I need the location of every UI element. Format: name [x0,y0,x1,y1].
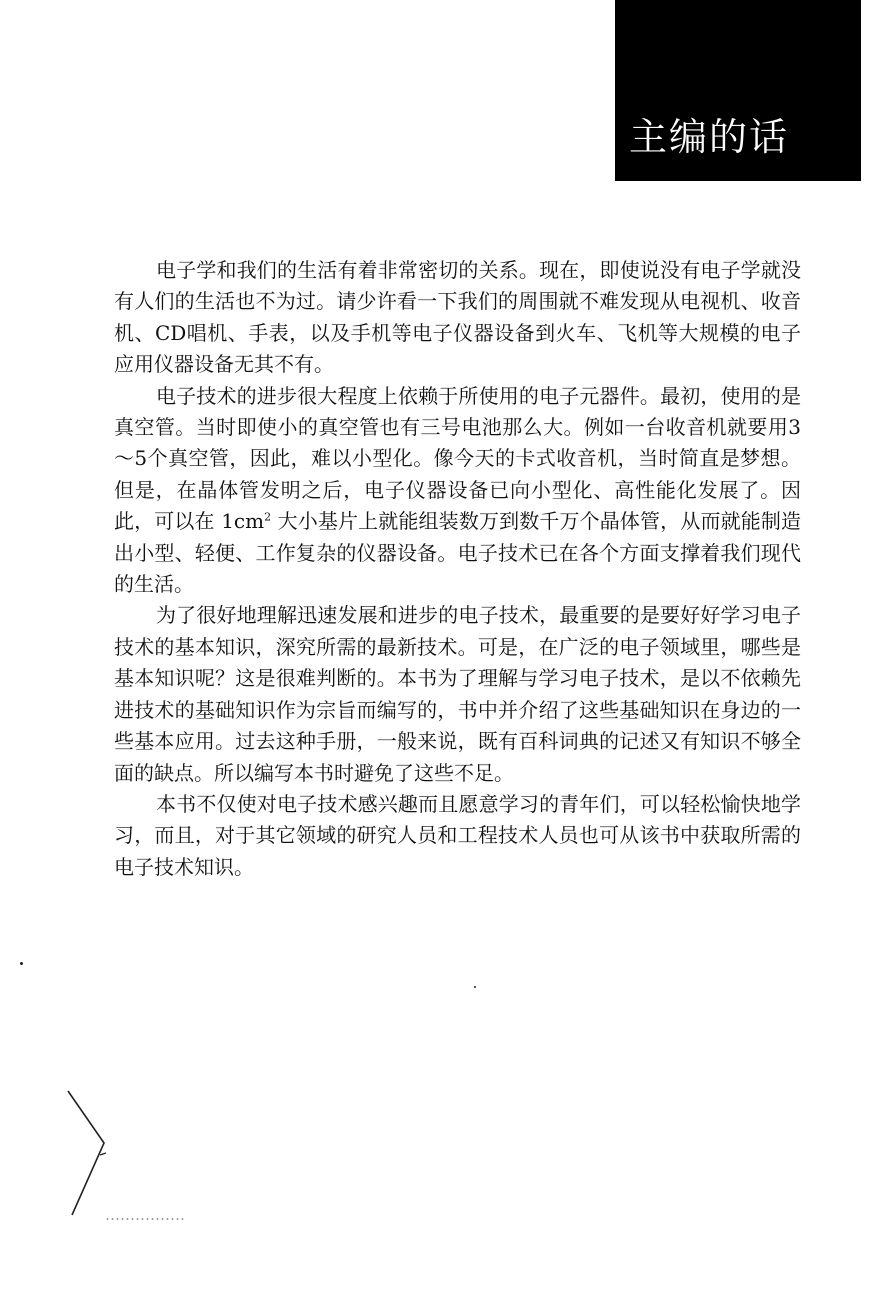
page-title: 主编的话 [629,115,790,159]
scan-speck [20,962,23,965]
paragraph-2-rest: 大小基片上就能组装数万到数千万个晶体管，从而就能制造出小型、轻便、工作复杂的仪器设备。电子技术已在各个方面支撑着我们现代的生活。 [114,509,802,597]
paragraph-2 [114,381,801,601]
paragraph-4: 本书不仅使对电子技术感兴趣而且愿意学习的青年们，可以轻松愉快地学习，而且，对于其它领域的研究人员和工程技术人员也可从该书中获取所需的电子技术知识。 [114,791,801,879]
title-banner [615,0,861,181]
area-unit: 1cm [221,509,265,534]
paragraph-3: 为了很好地理解迅速发展和进步的电子技术，最重要的是要好好学习电子技术的基本知识，深究所需的最新技术。可是，在广泛的电子领域里，哪些是基本知识呢？这是很难判断的。本书为了理解与学习电子技术，是以不依赖先进技术的基础知识作为宗旨而编写的，书中并介绍了这些基础知识在身边的一些基本应用。过去这种手册，一般来说，既有百科词典的记述又有知识不够全面的缺点。所以编写本书时避免了这些不足。 [114,603,801,785]
scan-bracket-mark [60,1085,120,1225]
scan-dotted-line [105,1218,185,1220]
area-unit-superscript: 2 [264,510,272,524]
body-text [114,255,801,883]
paragraph-2-text: 电子技术的进步很大程度上依赖于所使用的电子元器件。最初，使用的是真空管。当时即使小的真空管也有三号电池那么大。例如一台收音机就要用3～5个真空管，因此，难以小型化。像今天的卡式收音机，当时简直是梦想。但是，在晶体管发明之后，电子仪器设备已向小型化、高性能化发展了。因此，可以在 [114,383,801,534]
paragraph-1: 电子学和我们的生活有着非常密切的关系。现在，即使说没有电子学就没有人们的生活也不为过。请少许看一下我们的周围就不难发现从电视机、收音机、CD唱机、手表，以及手机等电子仪器设备到火车、飞机等大规模的电子应用仪器设备无其不有。 [114,258,801,377]
scan-speck [474,986,476,988]
